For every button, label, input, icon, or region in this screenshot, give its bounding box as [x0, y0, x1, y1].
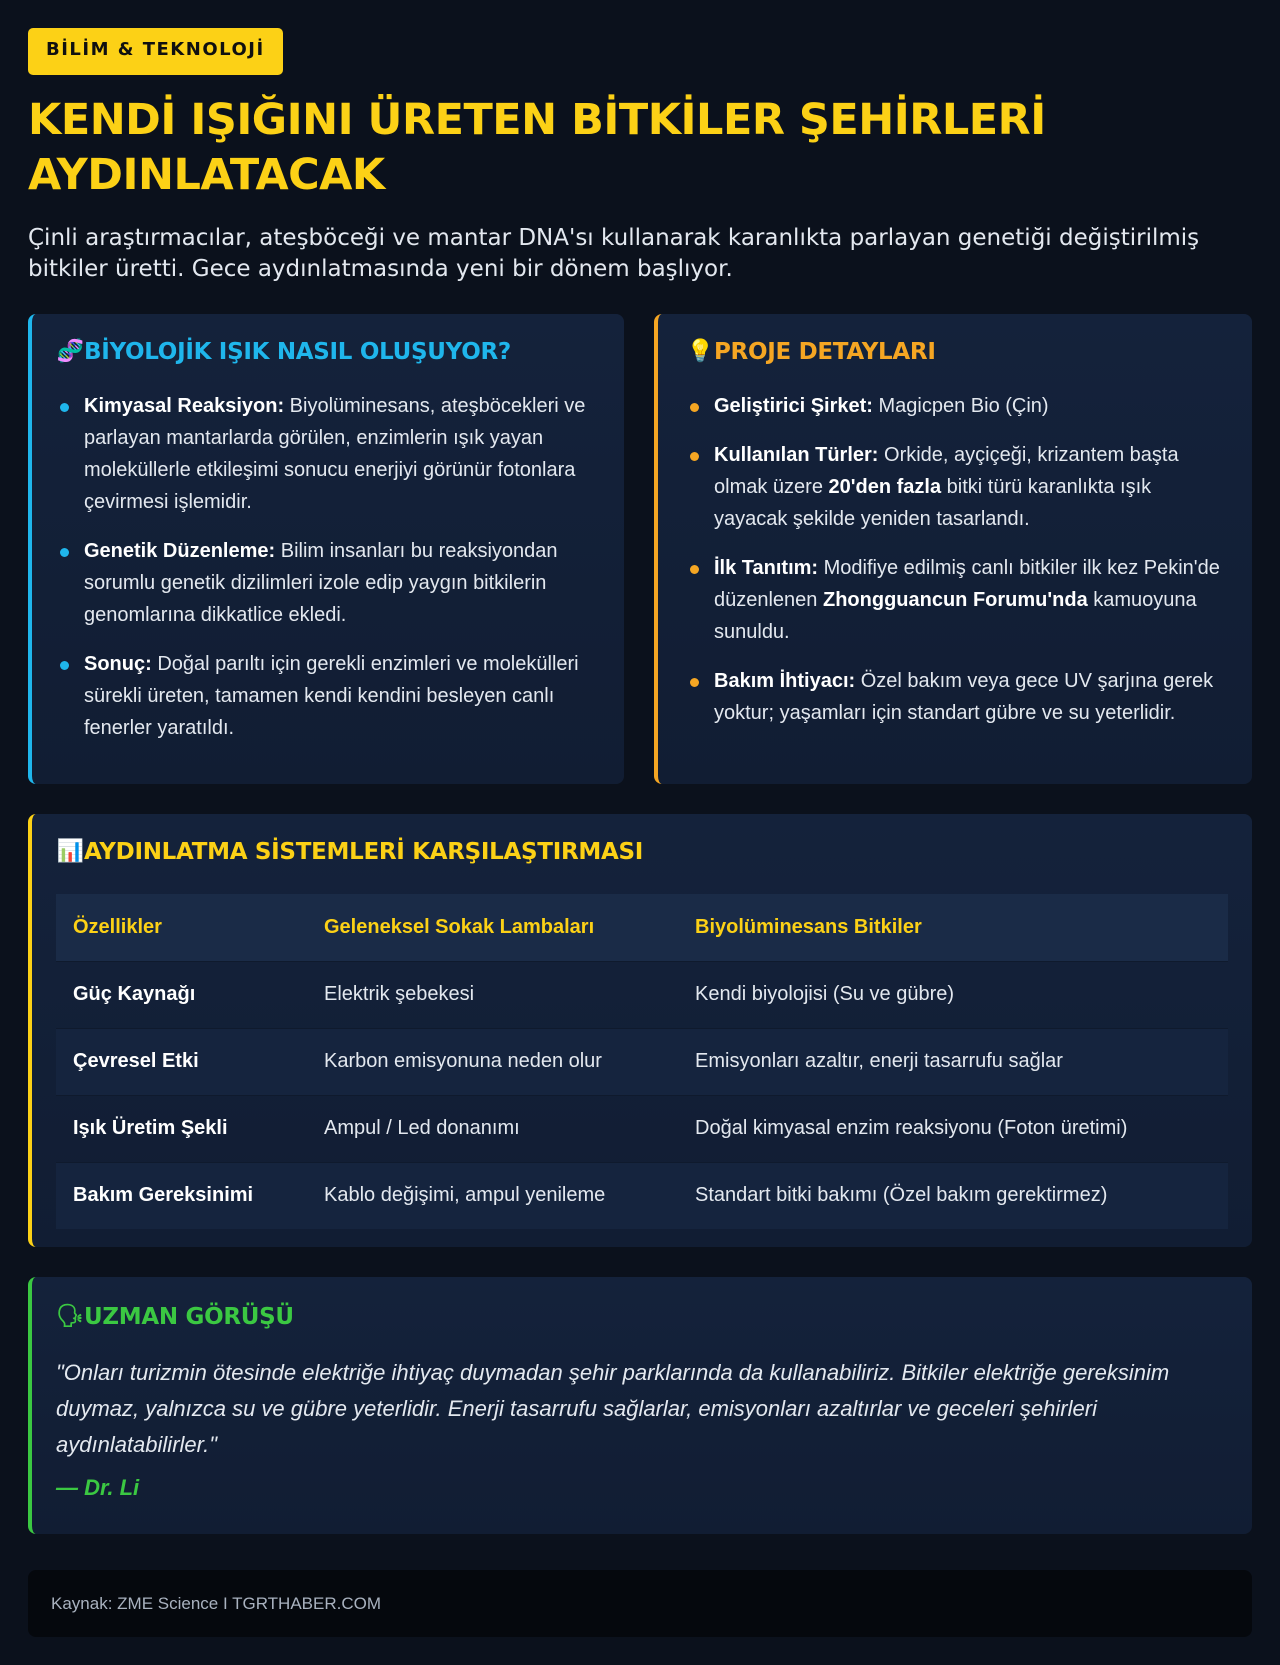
bullet-text: kamuoyuna sunuldu. — [714, 589, 1197, 643]
table-cell: Karbon emisyonuna neden olur — [307, 1028, 678, 1095]
list-item — [686, 665, 1222, 729]
bullet-dot — [690, 403, 699, 412]
project-details-card — [654, 314, 1252, 784]
bio-bullet-list — [56, 390, 596, 744]
bullet-label: Genetik Düzenleme: — [84, 540, 276, 562]
bullet-text: Modifiye edilmiş canlı bitkiler ilk kez Pekin'de düzenlenen — [714, 557, 1220, 611]
lightbulb-icon: 💡 — [686, 339, 714, 364]
table-cell: Bakım Gereksinimi — [56, 1162, 307, 1229]
bullet-label: Bakım İhtiyacı: — [714, 670, 856, 692]
bio-card-title-text: BİYOLOJİK IŞIK NASIL OLUŞUYOR? — [84, 339, 511, 365]
source-text: Kaynak: ZME Science I TGRTHABER.COM — [51, 1593, 382, 1613]
bar-chart-icon: 📊 — [56, 839, 84, 864]
bullet-label: Sonuç: — [84, 653, 152, 675]
bullet-text: Biyolüminesans, ateşböcekleri ve parlayan mantarlarda görülen, enzimlerin ışık yayan moleküllerle etkileşimi sonucu enerjiyi görünür fotonlara çevirmesi işlemidir. — [84, 395, 586, 513]
bullet-text: Özel bakım veya gece UV şarjına gerek yoktur; yaşamları için standart gübre ve su yeterlidir. — [714, 670, 1214, 724]
bullet-text: Orkide, ayçiçeği, krizantem başta olmak üzere — [714, 444, 1179, 498]
bio-card-title — [56, 336, 596, 368]
bullet-text: Magicpen Bio (Çin) — [872, 395, 1049, 417]
project-bullet-list — [686, 390, 1222, 729]
expert-card-title — [56, 1301, 1222, 1333]
comparison-card-title-text: AYDINLATMA SİSTEMLERİ KARŞILAŞTIRMASI — [84, 839, 643, 865]
project-card-title-text: PROJE DETAYLARI — [714, 339, 936, 365]
bullet-emphasis: Zhongguancun Forumu'nda — [822, 589, 1088, 611]
two-column-section — [28, 314, 1252, 784]
table-cell: Kablo değişimi, ampul yenileme — [307, 1162, 678, 1229]
dna-icon: 🧬 — [56, 339, 84, 364]
speaking-head-icon: 🗣 — [56, 1304, 84, 1329]
quote-author: — Dr. Li — [56, 1475, 140, 1500]
table-cell: Emisyonları azaltır, enerji tasarrufu sağlar — [678, 1028, 1228, 1095]
bullet-text: Doğal parıltı için gerekli enzimleri ve molekülleri sürekli üreten, tamamen kendi kendini besleyen canlı fenerler yaratıldı. — [84, 653, 579, 739]
table-row — [56, 961, 1228, 1028]
list-item — [56, 390, 596, 518]
table-cell: Elektrik şebekesi — [307, 961, 678, 1028]
headline: KENDİ IŞIĞINI ÜRETEN BİTKİLER ŞEHİRLERİ AYDINLATACAK — [28, 95, 1046, 200]
project-card-title — [686, 336, 1222, 368]
source-footer — [28, 1570, 1252, 1637]
list-item — [686, 390, 1222, 422]
column-header: Geleneksel Sokak Lambaları — [307, 894, 678, 961]
expert-opinion-card — [28, 1277, 1252, 1534]
column-header: Özellikler — [56, 894, 307, 961]
list-item — [56, 648, 596, 744]
comparison-card-title — [56, 836, 1230, 868]
bullet-dot — [690, 565, 699, 574]
bullet-dot — [60, 403, 69, 412]
bullet-label: Geliştirici Şirket: — [714, 395, 873, 417]
bullet-dot — [690, 452, 699, 461]
list-item — [56, 535, 596, 631]
bullet-text: bitki türü karanlıkta ışık yayacak şekilde yeniden tasarlandı. — [714, 476, 1152, 530]
column-header: Biyolüminesans Bitkiler — [678, 894, 1228, 961]
table-row — [56, 1028, 1228, 1095]
bullet-text: Bilim insanları bu reaksiyondan sorumlu genetik dizilimleri izole edip yaygın bitkilerin genomlarına dikkatlice ekledi. — [84, 540, 558, 626]
bio-light-card — [28, 314, 624, 784]
table-cell: Güç Kaynağı — [56, 961, 307, 1028]
table-cell: Kendi biyolojisi (Su ve gübre) — [678, 961, 1228, 1028]
bullet-dot — [690, 678, 699, 687]
table-header-row — [56, 894, 1228, 961]
comparison-card — [28, 814, 1252, 1247]
bullet-emphasis: 20'den fazla — [828, 476, 942, 498]
comparison-table — [56, 894, 1228, 1229]
table-cell: Standart bitki bakımı (Özel bakım gerektirmez) — [678, 1162, 1228, 1229]
bullet-dot — [60, 548, 69, 557]
bullet-dot — [60, 661, 69, 670]
expert-card-title-text: UZMAN GÖRÜŞÜ — [84, 1304, 294, 1330]
bullet-label: İlk Tanıtım: — [714, 557, 819, 579]
list-item — [686, 439, 1222, 535]
bullet-label: Kullanılan Türler: — [714, 444, 879, 466]
table-cell: Doğal kimyasal enzim reaksiyonu (Foton üretimi) — [678, 1095, 1228, 1162]
table-row — [56, 1162, 1228, 1229]
table-row — [56, 1095, 1228, 1162]
lede-text: Çinli araştırmacılar, ateşböceği ve mantar DNA'sı kullanarak karanlıkta parlayan genetiği değiştirilmiş bitkiler üretti. Gece aydınlatmasında yeni bir dönem başlıyor. — [28, 225, 1200, 282]
table-cell: Işık Üretim Şekli — [56, 1095, 307, 1162]
list-item — [686, 552, 1222, 648]
category-badge: BİLİM & TEKNOLOJİ — [28, 28, 283, 75]
bullet-label: Kimyasal Reaksiyon: — [84, 395, 285, 417]
expert-quote: "Onları turizmin ötesinde elektriğe ihtiyaç duymadan şehir parklarında da kullanabiliriz. Bitkiler elektriğe gereksinim duymaz, yalnızca su ve gübre yeterlidir. Enerji tasarrufu sağlarlar, emisyonları azaltırlar ve geceleri şehirleri aydınlatabilirler." — [56, 1360, 1170, 1457]
table-cell: Çevresel Etki — [56, 1028, 307, 1095]
table-cell: Ampul / Led donanımı — [307, 1095, 678, 1162]
